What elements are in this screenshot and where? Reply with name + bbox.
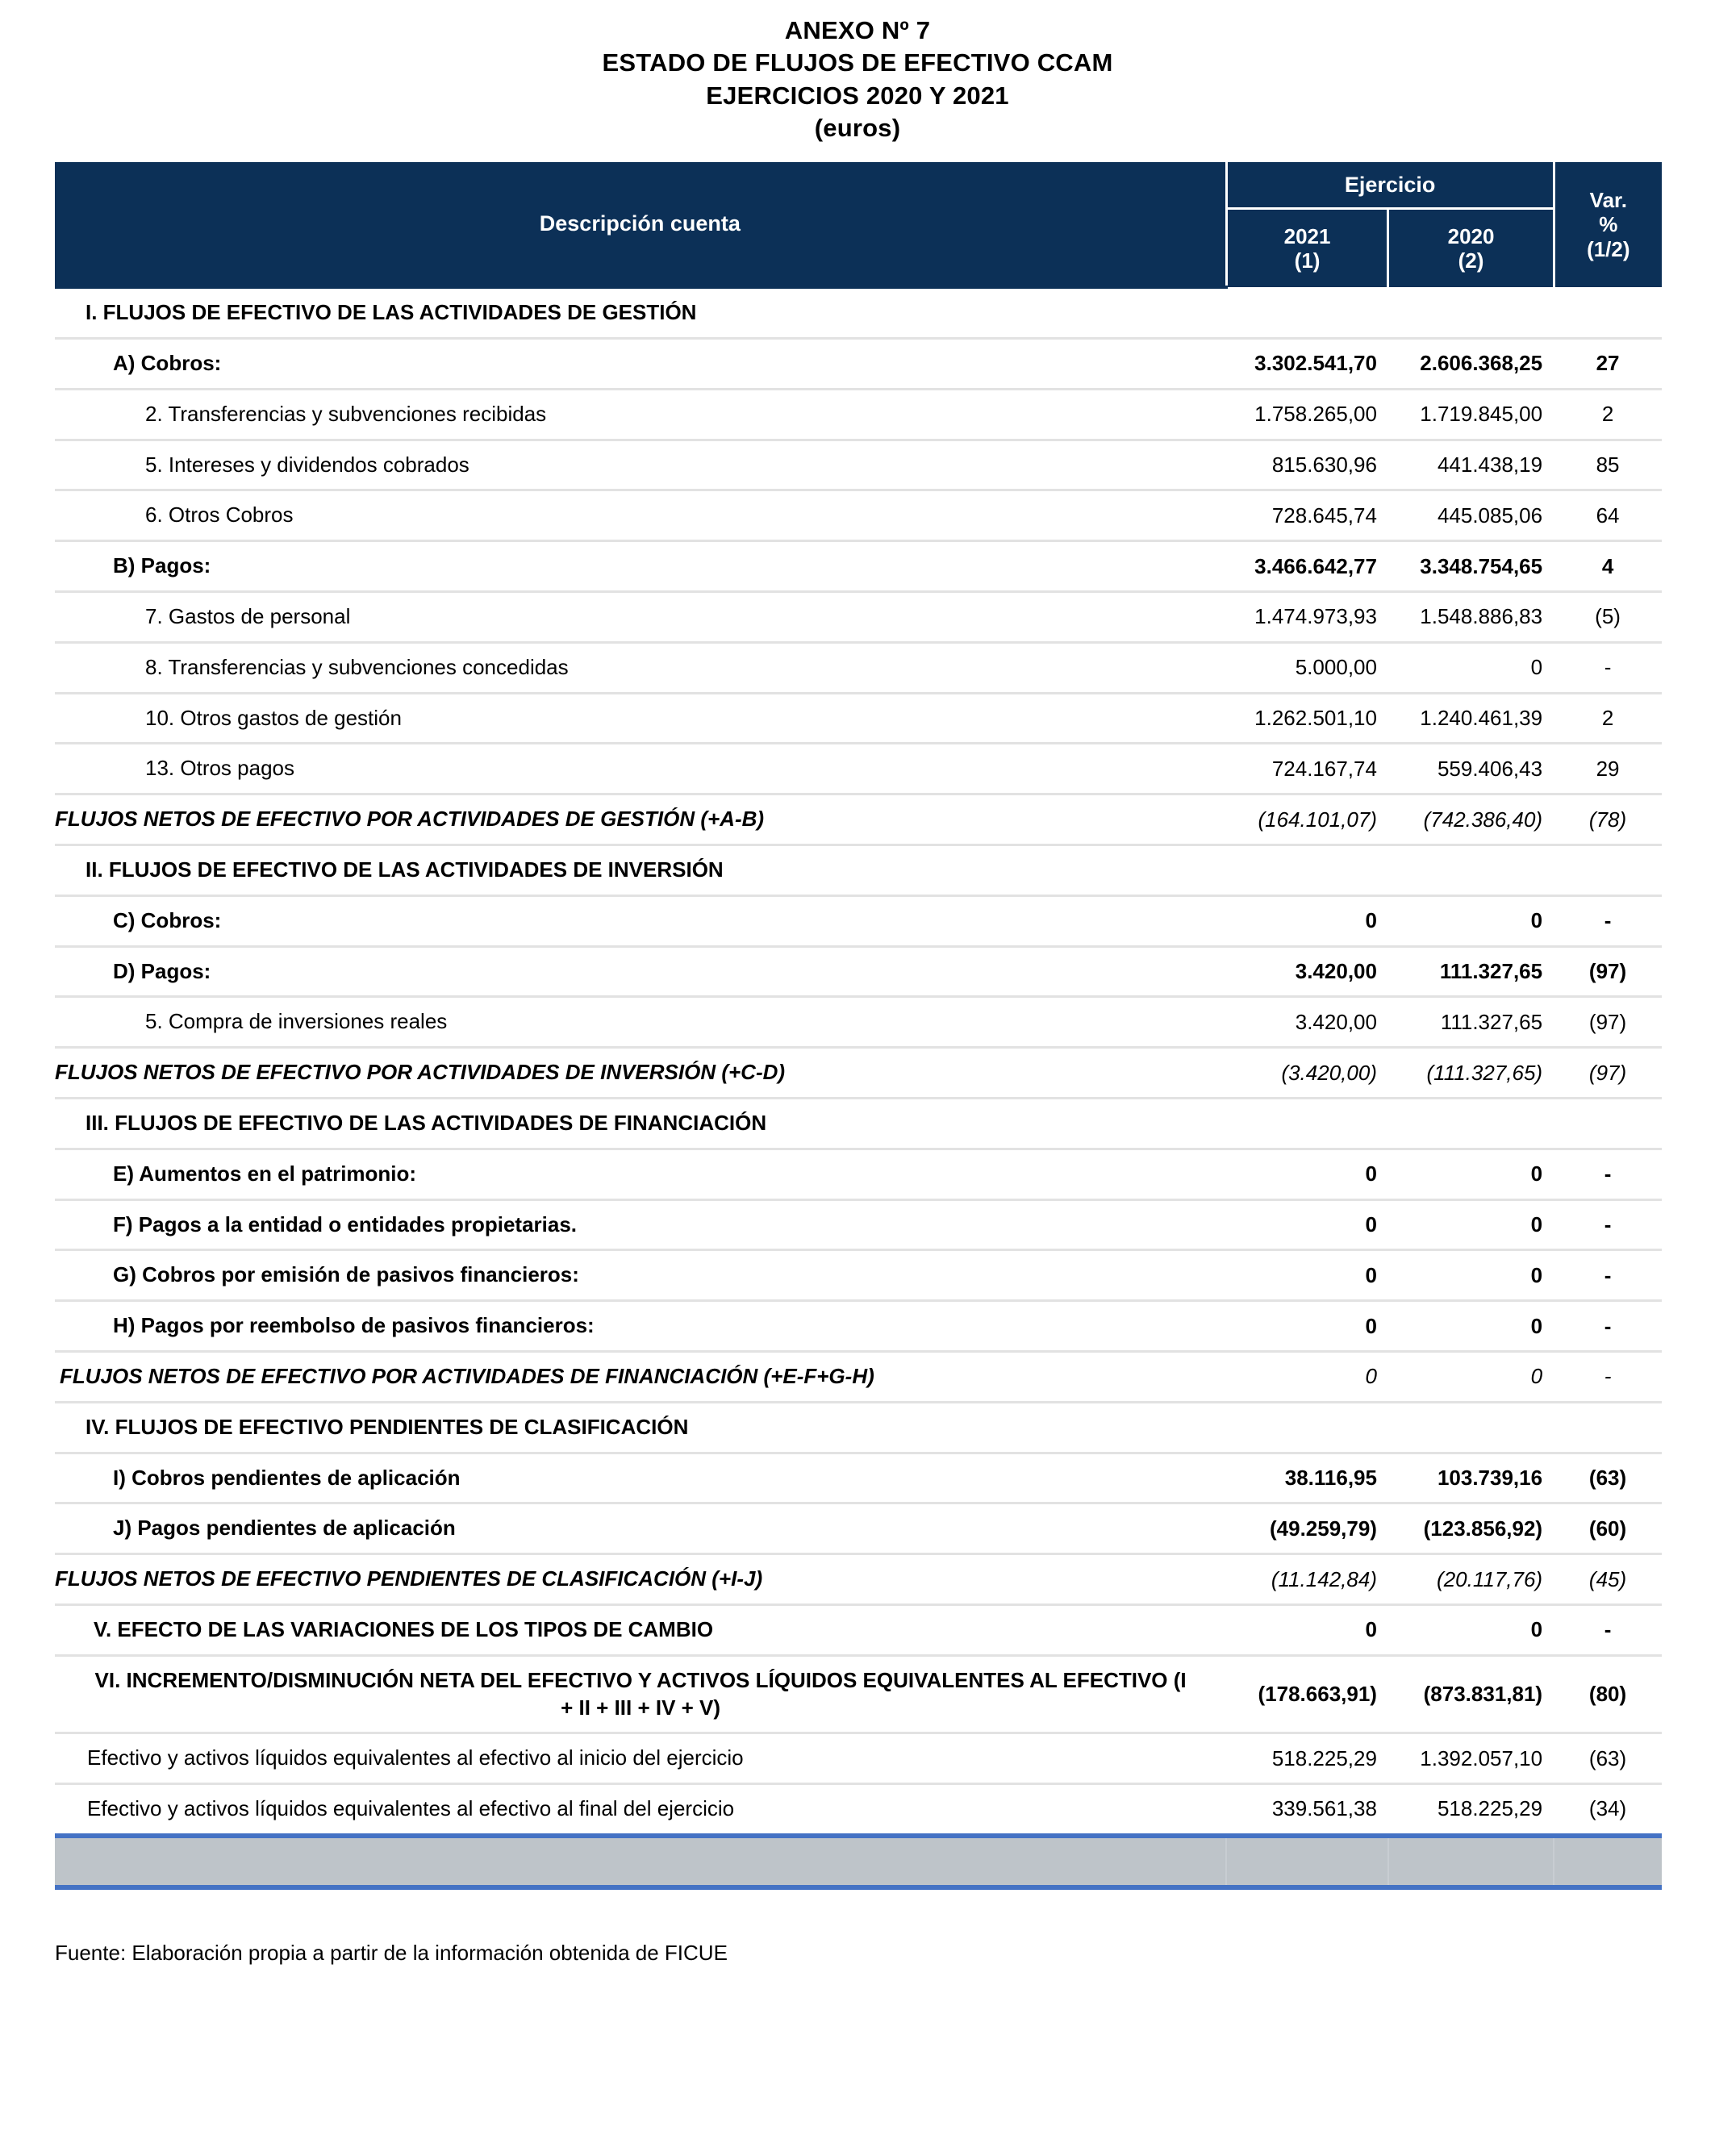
row-label: III. FLUJOS DE EFECTIVO DE LAS ACTIVIDADES DE FINANCIACIÓN — [55, 1098, 1226, 1149]
cell-variation: - — [1554, 1199, 1662, 1250]
cell-year-2021: 724.167,74 — [1226, 744, 1388, 794]
table-row — [55, 1199, 1662, 1250]
row-label: II. FLUJOS DE EFECTIVO DE LAS ACTIVIDADES DE INVERSIÓN — [55, 844, 1226, 895]
cell-year-2020: 3.348.754,65 — [1388, 541, 1554, 592]
cell-year-2020: (123.856,92) — [1388, 1503, 1554, 1554]
cell-year-2020: 0 — [1388, 895, 1554, 946]
cell-variation: (45) — [1554, 1554, 1662, 1605]
column-header-variation — [1554, 162, 1662, 287]
cell-year-2020: 0 — [1388, 1604, 1554, 1655]
cell-variation: - — [1554, 895, 1662, 946]
cell-year-2020: 0 — [1388, 1301, 1554, 1352]
cell-year-2020 — [1388, 844, 1554, 895]
closing-band-cell — [1226, 1836, 1388, 1887]
row-label: FLUJOS NETOS DE EFECTIVO POR ACTIVIDADES DE FINANCIACIÓN (+E-F+G-H) — [55, 1351, 1226, 1402]
cell-year-2021: 0 — [1226, 1604, 1388, 1655]
table-row — [55, 389, 1662, 440]
row-label: D) Pagos: — [55, 946, 1226, 997]
table-row — [55, 490, 1662, 541]
table-row — [55, 1250, 1662, 1301]
document-title-block — [0, 0, 1715, 144]
cell-year-2020: 111.327,65 — [1388, 946, 1554, 997]
row-label: A) Cobros: — [55, 338, 1226, 389]
table-row — [55, 1149, 1662, 1199]
row-label: 10. Otros gastos de gestión — [55, 693, 1226, 744]
table-row — [55, 287, 1662, 338]
cell-year-2021: 38.116,95 — [1226, 1453, 1388, 1503]
cell-year-2020: 0 — [1388, 1149, 1554, 1199]
cell-year-2020: 103.739,16 — [1388, 1453, 1554, 1503]
cell-variation: (63) — [1554, 1733, 1662, 1784]
row-label: VI. INCREMENTO/DISMINUCIÓN NETA DEL EFECTIVO Y ACTIVOS LÍQUIDOS EQUIVALENTES AL EFECTIVO (I + II + III + IV + V) — [55, 1655, 1226, 1733]
cell-variation: 2 — [1554, 389, 1662, 440]
table-row — [55, 895, 1662, 946]
cell-year-2020: 445.085,06 — [1388, 490, 1554, 541]
cell-year-2021 — [1226, 287, 1388, 338]
table-row — [55, 338, 1662, 389]
table-row — [55, 642, 1662, 693]
source-note: Fuente: Elaboración propia a partir de la información obtenida de FICUE — [55, 1940, 728, 1965]
row-label: C) Cobros: — [55, 895, 1226, 946]
cell-year-2021: (164.101,07) — [1226, 794, 1388, 845]
row-label: E) Aumentos en el patrimonio: — [55, 1149, 1226, 1199]
cell-year-2021: (178.663,91) — [1226, 1655, 1388, 1733]
table-row — [55, 1301, 1662, 1352]
row-label: B) Pagos: — [55, 541, 1226, 592]
cell-year-2020: 111.327,65 — [1388, 997, 1554, 1048]
title-line-4: (euros) — [814, 113, 901, 142]
row-label: FLUJOS NETOS DE EFECTIVO POR ACTIVIDADES DE GESTIÓN (+A-B) — [55, 794, 1226, 845]
table-row — [55, 794, 1662, 845]
cell-year-2021: (11.142,84) — [1226, 1554, 1388, 1605]
table-row — [55, 693, 1662, 744]
cell-variation: (34) — [1554, 1784, 1662, 1836]
table-row — [55, 1351, 1662, 1402]
cell-year-2020 — [1388, 1098, 1554, 1149]
table-row — [55, 591, 1662, 642]
cell-variation: (78) — [1554, 794, 1662, 845]
closing-band-cell — [1388, 1836, 1554, 1887]
cell-variation: - — [1554, 642, 1662, 693]
cell-variation: (63) — [1554, 1453, 1662, 1503]
row-label: I) Cobros pendientes de aplicación — [55, 1453, 1226, 1503]
cell-year-2021 — [1226, 844, 1388, 895]
row-label: I. FLUJOS DE EFECTIVO DE LAS ACTIVIDADES DE GESTIÓN — [55, 287, 1226, 338]
cash-flow-table — [55, 162, 1662, 1890]
cell-year-2021: 728.645,74 — [1226, 490, 1388, 541]
cell-year-2020: 1.392.057,10 — [1388, 1733, 1554, 1784]
table-row — [55, 844, 1662, 895]
table-row — [55, 1048, 1662, 1099]
table-row — [55, 1098, 1662, 1149]
cell-variation: (5) — [1554, 591, 1662, 642]
title-line-2: ESTADO DE FLUJOS DE EFECTIVO CCAM — [602, 48, 1113, 77]
row-label: V. EFECTO DE LAS VARIACIONES DE LOS TIPOS DE CAMBIO — [55, 1604, 1226, 1655]
cell-year-2021: 1.758.265,00 — [1226, 389, 1388, 440]
cell-year-2020 — [1388, 1402, 1554, 1453]
cell-variation: 27 — [1554, 338, 1662, 389]
year-2021-ref: (1) — [1294, 248, 1321, 273]
closing-band-cell — [55, 1836, 1226, 1887]
cell-year-2021: 0 — [1226, 1149, 1388, 1199]
cell-variation — [1554, 844, 1662, 895]
cell-year-2021: 5.000,00 — [1226, 642, 1388, 693]
table-body — [55, 287, 1662, 1887]
row-label: 5. Compra de inversiones reales — [55, 997, 1226, 1048]
row-label: 8. Transferencias y subvenciones concedidas — [55, 642, 1226, 693]
cell-year-2021: 518.225,29 — [1226, 1733, 1388, 1784]
cell-year-2020: (742.386,40) — [1388, 794, 1554, 845]
cell-year-2021: (49.259,79) — [1226, 1503, 1388, 1554]
table-row — [55, 440, 1662, 490]
cell-year-2020: 0 — [1388, 1351, 1554, 1402]
cell-year-2020: 1.548.886,83 — [1388, 591, 1554, 642]
variation-label-line3: (1/2) — [1587, 237, 1630, 262]
cell-year-2021: 1.262.501,10 — [1226, 693, 1388, 744]
table-row — [55, 1453, 1662, 1503]
cell-year-2020: 1.240.461,39 — [1388, 693, 1554, 744]
cell-variation: - — [1554, 1250, 1662, 1301]
row-label: 2. Transferencias y subvenciones recibidas — [55, 389, 1226, 440]
cash-flow-table-wrapper — [55, 162, 1662, 1890]
table-row — [55, 1554, 1662, 1605]
cell-variation: - — [1554, 1604, 1662, 1655]
cell-variation: 64 — [1554, 490, 1662, 541]
row-label: G) Cobros por emisión de pasivos financieros: — [55, 1250, 1226, 1301]
year-2021-label: 2021 — [1283, 223, 1331, 248]
title-line-1: ANEXO Nº 7 — [784, 16, 931, 44]
row-label: IV. FLUJOS DE EFECTIVO PENDIENTES DE CLASIFICACIÓN — [55, 1402, 1226, 1453]
cell-variation — [1554, 287, 1662, 338]
row-label: 13. Otros pagos — [55, 744, 1226, 794]
cell-year-2020: (873.831,81) — [1388, 1655, 1554, 1733]
cell-variation: (60) — [1554, 1503, 1662, 1554]
cell-year-2021 — [1226, 1402, 1388, 1453]
row-label: 5. Intereses y dividendos cobrados — [55, 440, 1226, 490]
row-label: 7. Gastos de personal — [55, 591, 1226, 642]
title-line-3: EJERCICIOS 2020 Y 2021 — [706, 81, 1009, 110]
cell-year-2020: 0 — [1388, 642, 1554, 693]
cell-variation: - — [1554, 1351, 1662, 1402]
cell-variation: 85 — [1554, 440, 1662, 490]
cell-year-2020: (111.327,65) — [1388, 1048, 1554, 1099]
column-header-ejercicio-group: Ejercicio — [1226, 162, 1554, 209]
cell-variation: (97) — [1554, 946, 1662, 997]
column-header-year-2020 — [1388, 209, 1554, 288]
cell-year-2020: 2.606.368,25 — [1388, 338, 1554, 389]
cell-variation: - — [1554, 1149, 1662, 1199]
cell-year-2020: 518.225,29 — [1388, 1784, 1554, 1836]
cell-year-2020: 441.438,19 — [1388, 440, 1554, 490]
cell-year-2021: 1.474.973,93 — [1226, 591, 1388, 642]
row-label: Efectivo y activos líquidos equivalentes al efectivo al inicio del ejercicio — [55, 1733, 1226, 1784]
cell-variation: (80) — [1554, 1655, 1662, 1733]
cell-year-2020: 0 — [1388, 1250, 1554, 1301]
cell-year-2020: 0 — [1388, 1199, 1554, 1250]
cell-variation: 29 — [1554, 744, 1662, 794]
cell-variation: (97) — [1554, 1048, 1662, 1099]
row-label: FLUJOS NETOS DE EFECTIVO POR ACTIVIDADES DE INVERSIÓN (+C-D) — [55, 1048, 1226, 1099]
table-row — [55, 1604, 1662, 1655]
row-label: 6. Otros Cobros — [55, 490, 1226, 541]
cell-year-2021: 0 — [1226, 1351, 1388, 1402]
cell-variation: - — [1554, 1301, 1662, 1352]
cell-year-2021: 3.466.642,77 — [1226, 541, 1388, 592]
row-label: FLUJOS NETOS DE EFECTIVO PENDIENTES DE CLASIFICACIÓN (+I-J) — [55, 1554, 1226, 1605]
table-row — [55, 1784, 1662, 1836]
table-row — [55, 1503, 1662, 1554]
row-label: J) Pagos pendientes de aplicación — [55, 1503, 1226, 1554]
table-row — [55, 1733, 1662, 1784]
table-row — [55, 997, 1662, 1048]
cell-year-2021 — [1226, 1098, 1388, 1149]
cell-year-2021: 0 — [1226, 1199, 1388, 1250]
cell-year-2021: 3.420,00 — [1226, 997, 1388, 1048]
cell-year-2020: 1.719.845,00 — [1388, 389, 1554, 440]
variation-label-line2: % — [1599, 212, 1618, 237]
cell-variation: 2 — [1554, 693, 1662, 744]
cell-year-2020 — [1388, 287, 1554, 338]
year-2020-ref: (2) — [1458, 248, 1484, 273]
cell-year-2021: 0 — [1226, 1301, 1388, 1352]
table-row — [55, 744, 1662, 794]
cell-year-2021: 3.420,00 — [1226, 946, 1388, 997]
cell-year-2020: (20.117,76) — [1388, 1554, 1554, 1605]
cell-year-2021: (3.420,00) — [1226, 1048, 1388, 1099]
table-header — [55, 162, 1662, 287]
column-header-description: Descripción cuenta — [55, 162, 1226, 287]
table-row — [55, 1655, 1662, 1733]
cell-year-2021: 0 — [1226, 1250, 1388, 1301]
table-row — [55, 541, 1662, 592]
column-header-year-2021 — [1226, 209, 1388, 288]
table-closing-band — [55, 1836, 1662, 1887]
cell-year-2021: 0 — [1226, 895, 1388, 946]
cell-variation — [1554, 1098, 1662, 1149]
cell-variation — [1554, 1402, 1662, 1453]
year-2020-label: 2020 — [1447, 223, 1495, 248]
table-row — [55, 946, 1662, 997]
cell-year-2021: 339.561,38 — [1226, 1784, 1388, 1836]
cell-year-2021: 3.302.541,70 — [1226, 338, 1388, 389]
cell-variation: 4 — [1554, 541, 1662, 592]
cell-year-2021: 815.630,96 — [1226, 440, 1388, 490]
variation-label-line1: Var. — [1589, 187, 1627, 212]
cell-year-2020: 559.406,43 — [1388, 744, 1554, 794]
row-label: F) Pagos a la entidad o entidades propietarias. — [55, 1199, 1226, 1250]
closing-band-cell — [1554, 1836, 1662, 1887]
cell-variation: (97) — [1554, 997, 1662, 1048]
row-label: H) Pagos por reembolso de pasivos financieros: — [55, 1301, 1226, 1352]
table-row — [55, 1402, 1662, 1453]
row-label: Efectivo y activos líquidos equivalentes al efectivo al final del ejercicio — [55, 1784, 1226, 1836]
